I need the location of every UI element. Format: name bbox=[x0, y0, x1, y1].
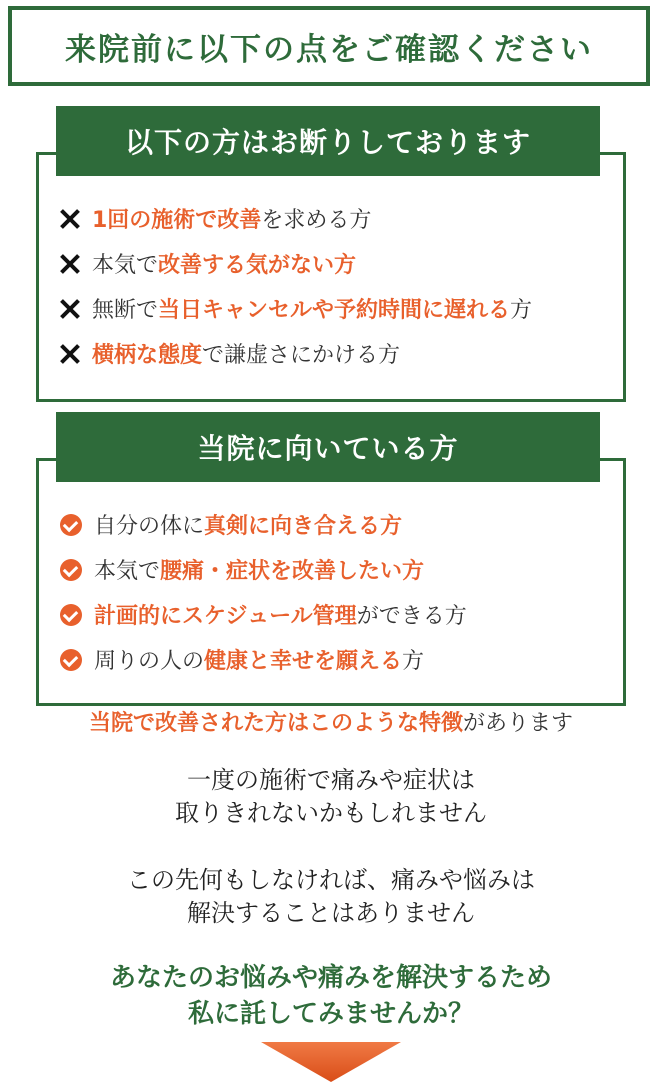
list-item: 自分の体に 真剣に向き合える方 bbox=[60, 502, 467, 547]
check-circle-icon bbox=[60, 559, 82, 581]
x-icon bbox=[60, 254, 80, 274]
paragraph-1: 一度の施術で痛みや症状は 取りきれないかもしれません bbox=[175, 766, 487, 827]
refuse-panel-title: 以下の方はお断りしております bbox=[56, 106, 600, 176]
check-circle-icon bbox=[60, 604, 82, 626]
list-item: 本気で 腰痛・症状を改善したい方 bbox=[60, 547, 467, 592]
page-title: 来院前に以下の点をご確認ください bbox=[8, 6, 650, 86]
paragraph-2: この先何もしなければ、痛みや悩みは 解決することはありません bbox=[127, 866, 535, 927]
check-circle-icon bbox=[60, 514, 82, 536]
x-icon bbox=[60, 299, 80, 319]
feature-line: 当院で改善された方はこのような特徴があります bbox=[88, 711, 574, 736]
list-item: 周りの人の 健康と幸せを願える 方 bbox=[60, 637, 467, 682]
list-item: 横柄な態度 で謙虚さにかける方 bbox=[60, 331, 532, 376]
suitable-list bbox=[60, 502, 467, 682]
refuse-list bbox=[60, 196, 532, 376]
list-item: 計画的にスケジュール管理 ができる方 bbox=[60, 592, 467, 637]
x-icon bbox=[60, 209, 80, 229]
list-item: 1回の施術で改善 を求める方 bbox=[60, 196, 532, 241]
suitable-panel-title: 当院に向いている方 bbox=[56, 412, 600, 482]
x-icon bbox=[60, 344, 80, 364]
down-arrow-icon bbox=[261, 1042, 401, 1082]
list-item: 無断で 当日キャンセルや予約時間に遅れる 方 bbox=[60, 286, 532, 331]
list-item: 本気で 改善する気がない方 bbox=[60, 241, 532, 286]
call-to-action: あなたのお悩みや痛みを解決するため 私に託してみませんか？ bbox=[109, 963, 552, 1029]
check-circle-icon bbox=[60, 649, 82, 671]
